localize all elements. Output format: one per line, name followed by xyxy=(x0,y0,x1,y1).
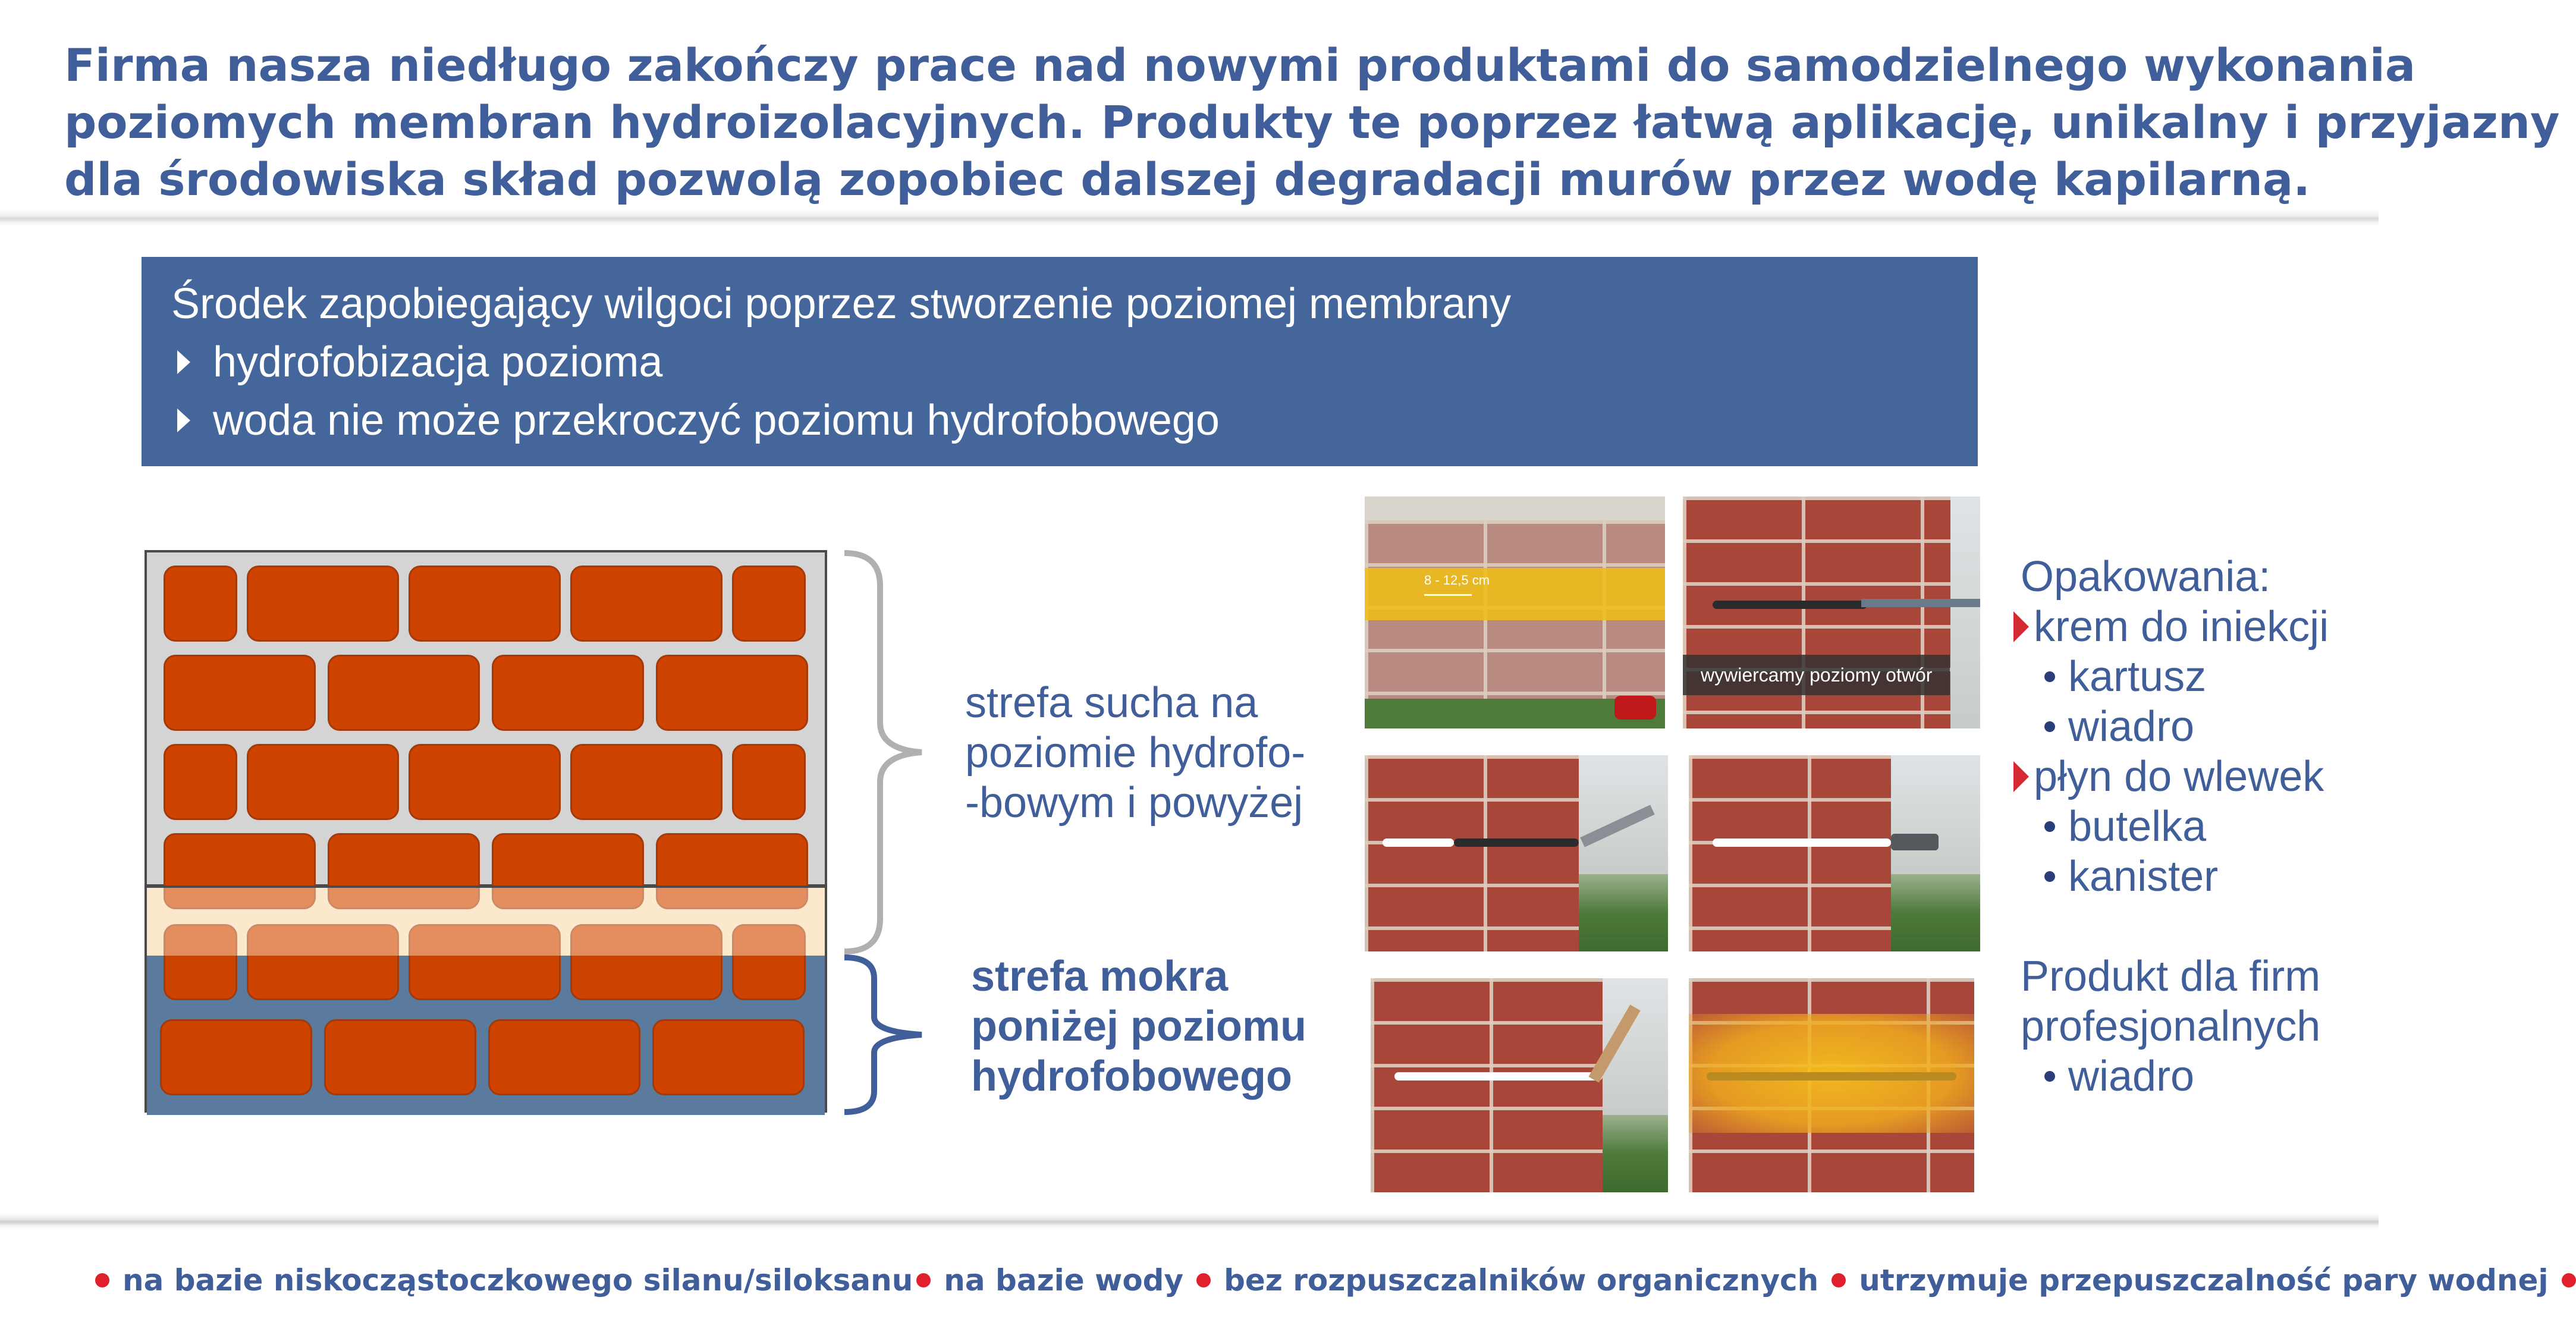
red-triangle-bullet-icon xyxy=(2013,611,2029,642)
packaging-group-label: krem do iniekcji xyxy=(2034,603,2329,651)
photo-filling xyxy=(1689,755,1980,951)
grass xyxy=(1891,874,1980,951)
info-bullet-1 xyxy=(171,333,1978,391)
brick xyxy=(328,655,480,731)
brick xyxy=(324,1019,476,1095)
cream-line xyxy=(1383,838,1454,847)
footer-item: na bazie wody xyxy=(944,1263,1184,1298)
brick xyxy=(247,744,399,820)
info-title-text: Środek zapobiegający wilgoci poprzez stworzenie poziomej membrany xyxy=(171,280,1512,328)
packaging-item-label: butelka xyxy=(2068,803,2207,850)
background-sky xyxy=(1891,755,1980,874)
grass xyxy=(1603,1115,1668,1192)
header-line-2: poziomych membran hydroizolacyjnych. Produkty te poprzez łatwą aplikację, unikalny i przyjazny xyxy=(64,96,2560,149)
wall-texture xyxy=(1689,755,1891,951)
wet-zone-line: strefa mokra xyxy=(971,953,1229,1000)
hydrophobic-layer-overlay xyxy=(147,885,825,956)
wall-texture xyxy=(1371,978,1603,1192)
dot-bullet-icon xyxy=(2044,821,2055,832)
photo-result xyxy=(1689,978,1974,1192)
photo-injection xyxy=(1365,755,1668,951)
info-box xyxy=(142,257,1978,466)
red-triangle-bullet-icon xyxy=(2013,761,2029,792)
brick xyxy=(732,566,806,642)
red-dot-icon xyxy=(2562,1273,2576,1287)
drill-bit xyxy=(1861,599,1980,607)
wet-zone-line: hydrofobowego xyxy=(971,1053,1292,1100)
dot-bullet-icon xyxy=(2044,671,2055,682)
brick xyxy=(492,655,644,731)
spacing-label: 8 - 12,5 cm xyxy=(1424,573,1490,588)
brick xyxy=(488,1019,640,1095)
drill-icon xyxy=(1614,696,1656,720)
drilled-hole xyxy=(1454,838,1579,847)
info-bullet-2 xyxy=(171,391,1978,450)
dry-zone-brace-icon xyxy=(838,550,934,954)
grass xyxy=(1579,874,1668,951)
packaging-item-label: kanister xyxy=(2068,853,2219,900)
triangle-bullet-icon xyxy=(177,350,190,374)
wet-zone-label xyxy=(971,951,1352,1101)
wet-zone-line: poniżej poziomu xyxy=(971,1003,1306,1050)
brick xyxy=(409,566,561,642)
footer-item: utrzymuje przepuszczalność pary wodnej xyxy=(1859,1263,2549,1298)
packaging-group-label: płyn do wlewek xyxy=(2034,753,2324,800)
professional-line: profesjonalnych xyxy=(2021,1003,2321,1050)
packaging-item-label: wiadro xyxy=(2068,703,2195,750)
nozzle-icon xyxy=(1891,834,1939,850)
brick xyxy=(570,744,722,820)
top-divider xyxy=(0,209,2379,226)
footer-item: bez rozpuszczalników organicznych xyxy=(1224,1263,1819,1298)
triangle-bullet-icon xyxy=(177,409,190,432)
brick xyxy=(164,566,237,642)
packaging-item xyxy=(2021,802,2377,852)
background-sky xyxy=(1579,755,1668,874)
membrane-line xyxy=(1707,1072,1956,1081)
footer-item: na bazie niskocząstoczkowego silanu/siloksanu xyxy=(122,1263,913,1298)
brick xyxy=(656,655,808,731)
info-bullet-text: hydrofobizacja pozioma xyxy=(213,338,663,386)
info-bullet-text: woda nie może przekroczyć poziomu hydrofobowego xyxy=(213,397,1220,444)
drill-caption: wywiercamy poziomy otwór xyxy=(1683,655,1950,695)
header-line-1: Firma nasza niedługo zakończy prace nad nowymi produktami do samodzielnego wykonania xyxy=(64,39,2416,92)
brick xyxy=(409,744,561,820)
professional-item-label: wiadro xyxy=(2068,1053,2195,1100)
dot-bullet-icon xyxy=(2044,721,2055,732)
brick xyxy=(732,744,806,820)
background-sky xyxy=(1950,497,1980,728)
packaging-item xyxy=(2021,852,2377,902)
cream-line xyxy=(1394,1072,1603,1081)
dry-zone-line: poziomie hydrofo- xyxy=(965,729,1306,777)
brick xyxy=(164,655,316,731)
photo-drilling xyxy=(1683,497,1980,728)
wet-zone-brace-icon xyxy=(838,954,934,1115)
packaging-item xyxy=(2021,652,2377,702)
packaging-item-label: kartusz xyxy=(2068,653,2207,701)
cream-line xyxy=(1713,838,1891,847)
drilled-hole xyxy=(1713,601,1867,609)
yellow-marked-band xyxy=(1365,568,1665,620)
bottom-divider xyxy=(0,1213,2379,1229)
professional-product xyxy=(2021,951,2377,1101)
dot-bullet-icon xyxy=(2044,1071,2055,1082)
red-dot-icon xyxy=(1196,1273,1211,1287)
dry-zone-line: strefa sucha na xyxy=(965,679,1258,727)
brick xyxy=(652,1019,805,1095)
red-dot-icon xyxy=(1832,1273,1846,1287)
brick-wall-diagram xyxy=(144,550,827,1113)
measure-arrow xyxy=(1424,594,1472,596)
red-dot-icon xyxy=(916,1273,931,1287)
brick xyxy=(570,566,722,642)
packaging-group xyxy=(2013,752,2377,802)
packaging-title: Opakowania: xyxy=(2021,553,2271,601)
dot-bullet-icon xyxy=(2044,871,2055,882)
professional-item xyxy=(2021,1051,2377,1101)
red-dot-icon xyxy=(95,1273,109,1287)
wall-texture xyxy=(1365,755,1579,951)
brick xyxy=(160,1019,312,1095)
info-title xyxy=(171,275,1978,333)
header-line-3: dla środowiska skład pozwolą zopobiec dalszej degradacji murów przez wodę kapilarną. xyxy=(64,153,2311,206)
header-paragraph xyxy=(64,37,2560,208)
dry-zone-label xyxy=(965,678,1346,828)
packaging-list xyxy=(2021,552,2377,902)
brick xyxy=(164,744,237,820)
footer-features xyxy=(95,1260,2549,1301)
photo-marked-wall xyxy=(1365,497,1665,728)
dry-zone-line: -bowym i powyżej xyxy=(965,779,1303,827)
professional-line: Produkt dla firm xyxy=(2021,953,2321,1000)
photo-smoothing xyxy=(1371,978,1668,1192)
packaging-item xyxy=(2021,702,2377,752)
packaging-group xyxy=(2013,602,2377,652)
brick xyxy=(247,566,399,642)
